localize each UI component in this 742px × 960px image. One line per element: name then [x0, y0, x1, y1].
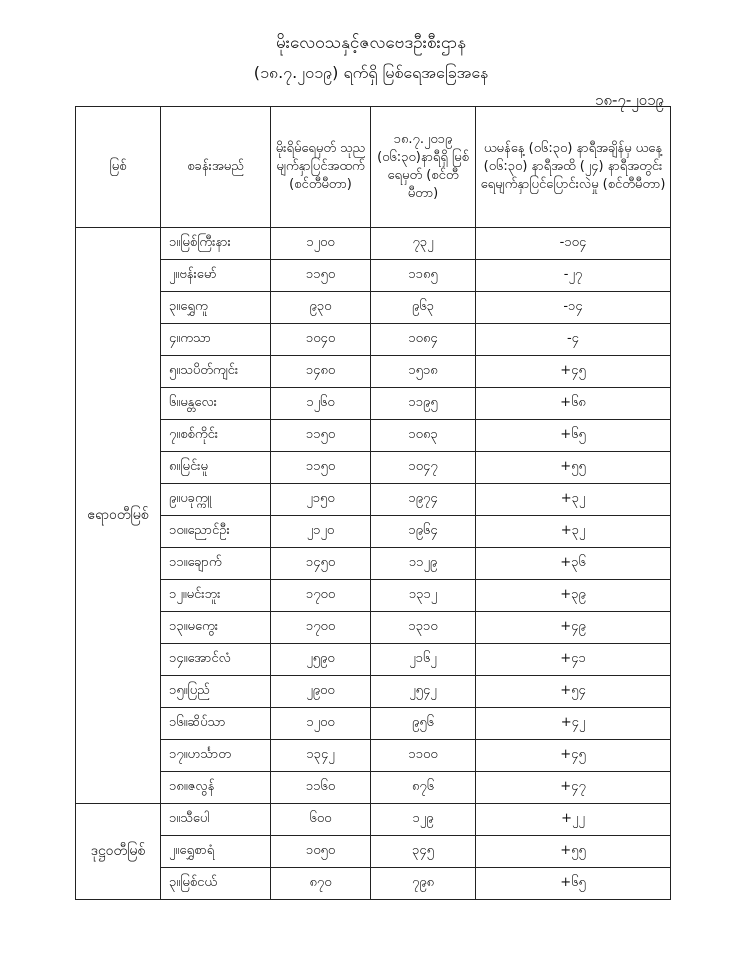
change-cell: +၆၅	[476, 868, 671, 900]
report-date: ၁၈-၇-၂၀၁၉	[595, 91, 664, 109]
table-row	[76, 804, 671, 836]
danger-level-cell: ၂၉၀၀	[271, 676, 371, 708]
table-row	[76, 740, 671, 772]
water-level-cell: ၃၄၅	[371, 836, 476, 868]
danger-level-cell: ၁၄၈၀	[271, 356, 371, 388]
header-change: ယမန်နေ့ (၀၆:၃၀) နာရီအချိန်မှ ယနေ့ (၀၆:၃၀) နာရီအထိ (၂၄) နာရီအတွင်း ရေမျက်နှာပြင်ပြောင်းလဲမှု (စင်တီမီတာ)	[476, 107, 671, 228]
table-row	[76, 292, 671, 324]
change-cell: +၄၅	[476, 356, 671, 388]
danger-level-cell: ၁၀၅၀	[271, 836, 371, 868]
water-level-cell: ၁၁၂၉	[371, 548, 476, 580]
water-level-cell: ၂၅၄၂	[371, 676, 476, 708]
water-level-cell: ၁၅၁၈	[371, 356, 476, 388]
table-row	[76, 868, 671, 900]
station-cell: ၁၁။ချောက်	[161, 548, 271, 580]
change-cell: +၆၅	[476, 420, 671, 452]
water-level-cell: ၇၃၂	[371, 228, 476, 260]
change-cell: +၂၂	[476, 804, 671, 836]
table-row	[76, 580, 671, 612]
station-cell: ၁၈။ဇလွန်	[161, 772, 271, 804]
station-cell: ၁၇။ဟင်္သာတ	[161, 740, 271, 772]
danger-level-cell: ၁၂၀၀	[271, 228, 371, 260]
header-danger-level: မိုးရိမ်ရေမှတ် သုညမျက်နှာပြင်အထက် (စင်တီမီတာ)	[271, 107, 371, 228]
change-cell: +၄၇	[476, 772, 671, 804]
station-cell: ၁။သီပေါ	[161, 804, 271, 836]
change-cell: +၅၅	[476, 452, 671, 484]
change-cell: +၃၂	[476, 516, 671, 548]
water-level-cell: ၁၉၇၄	[371, 484, 476, 516]
station-cell: ၆။မန္တလေး	[161, 388, 271, 420]
change-cell: -၄	[476, 324, 671, 356]
change-cell: +၃၂	[476, 484, 671, 516]
station-cell: ၁၂။မင်းဘူး	[161, 580, 271, 612]
water-level-cell: ၁၁၀၀	[371, 740, 476, 772]
danger-level-cell: ၁၁၅၀	[271, 452, 371, 484]
danger-level-cell: ၆၀၀	[271, 804, 371, 836]
change-cell: +၆၈	[476, 388, 671, 420]
station-cell: ၁။မြစ်ကြီးနား	[161, 228, 271, 260]
water-level-cell: ၁၂၉	[371, 804, 476, 836]
table-row	[76, 228, 671, 260]
station-cell: ၅။သပိတ်ကျင်း	[161, 356, 271, 388]
water-level-cell: ၁၉၆၄	[371, 516, 476, 548]
water-level-cell: ၈၇၆	[371, 772, 476, 804]
header-station: စခန်းအမည်	[161, 107, 271, 228]
danger-level-cell: ၂၅၉၀	[271, 644, 371, 676]
station-cell: ၇။စစ်ကိုင်း	[161, 420, 271, 452]
page-title: မိုးလေဝသနှင့်ဇလဗေဒဦးစီးဌာန	[275, 33, 467, 53]
table-row	[76, 420, 671, 452]
station-cell: ၃။မြစ်ငယ်	[161, 868, 271, 900]
page-subtitle: (၁၈.၇.၂၀၁၉) ရက်ရှိ မြစ်ရေအခြေအနေ	[253, 63, 489, 82]
change-cell: +၄၅	[476, 740, 671, 772]
danger-level-cell: ၁၀၄၀	[271, 324, 371, 356]
change-cell: +၄၉	[476, 612, 671, 644]
danger-level-cell: ၁၄၅၀	[271, 548, 371, 580]
change-cell: +၄၁	[476, 644, 671, 676]
table-row	[76, 356, 671, 388]
change-cell: +၅၄	[476, 676, 671, 708]
change-cell: -၂၇	[476, 260, 671, 292]
table-row	[76, 548, 671, 580]
station-cell: ၈။မြင်းမူ	[161, 452, 271, 484]
change-cell: +၅၅	[476, 836, 671, 868]
table-row	[76, 516, 671, 548]
station-cell: ၁၆။ဆိပ်သာ	[161, 708, 271, 740]
table-row	[76, 836, 671, 868]
table-row	[76, 612, 671, 644]
station-cell: ၂။ရွှေစာရံ	[161, 836, 271, 868]
water-level-cell: ၉၆၃	[371, 292, 476, 324]
table-row	[76, 452, 671, 484]
table-row	[76, 388, 671, 420]
danger-level-cell: ၁၃၄၂	[271, 740, 371, 772]
water-level-cell: ၇၉၈	[371, 868, 476, 900]
table-row	[76, 484, 671, 516]
water-level-cell: ၁၀၄၇	[371, 452, 476, 484]
station-cell: ၂။ဗန်းမော်	[161, 260, 271, 292]
danger-level-cell: ၁၁၅၀	[271, 260, 371, 292]
change-cell: +၃၉	[476, 580, 671, 612]
danger-level-cell: ၁၇၀၀	[271, 580, 371, 612]
water-level-cell: ၂၁၆၂	[371, 644, 476, 676]
header-water-level: ၁၈.၇.၂၀၁၉ (၀၆:၃၀)နာရီရှိ မြစ်ရေမှတ် (စင်တီမီတာ)	[371, 107, 476, 228]
water-level-cell: ၁၁၉၅	[371, 388, 476, 420]
header-river: မြစ်	[76, 107, 161, 228]
danger-level-cell: ၁၁၆၀	[271, 772, 371, 804]
danger-level-cell: ၁၂၀၀	[271, 708, 371, 740]
river-name-cell: ဒုဋ္ဌဝတီမြစ်	[76, 804, 161, 900]
station-cell: ၄။ကသာ	[161, 324, 271, 356]
water-level-cell: ၉၅၆	[371, 708, 476, 740]
danger-level-cell: ၂၁၂၀	[271, 516, 371, 548]
water-level-cell: ၁၀၈၄	[371, 324, 476, 356]
table-row	[76, 324, 671, 356]
danger-level-cell: ၉၃၀	[271, 292, 371, 324]
water-level-cell: ၁၁၈၅	[371, 260, 476, 292]
change-cell: -၁၀၄	[476, 228, 671, 260]
danger-level-cell: ၂၁၅၀	[271, 484, 371, 516]
station-cell: ၁၀။ညောင်ဦး	[161, 516, 271, 548]
river-name-cell: ဧရာဝတီမြစ်	[76, 228, 161, 804]
table-body	[76, 228, 671, 900]
table-row	[76, 772, 671, 804]
water-level-cell: ၁၀၈၃	[371, 420, 476, 452]
water-level-cell: ၁၃၁၂	[371, 580, 476, 612]
danger-level-cell: ၈၇၀	[271, 868, 371, 900]
danger-level-cell: ၁၁၅၀	[271, 420, 371, 452]
table-row	[76, 260, 671, 292]
change-cell: +၄၂	[476, 708, 671, 740]
change-cell: +၃၆	[476, 548, 671, 580]
river-level-table	[75, 106, 671, 900]
change-cell: -၁၄	[476, 292, 671, 324]
danger-level-cell: ၁၂၆၀	[271, 388, 371, 420]
station-cell: ၉။ပခုက္ကူ	[161, 484, 271, 516]
station-cell: ၁၄။အောင်လံ	[161, 644, 271, 676]
table-header-row	[76, 107, 671, 228]
station-cell: ၃။ရွှေကူ	[161, 292, 271, 324]
station-cell: ၁၃။မကွေး	[161, 612, 271, 644]
station-cell: ၁၅။ပြည်	[161, 676, 271, 708]
danger-level-cell: ၁၇၀၀	[271, 612, 371, 644]
table-row	[76, 644, 671, 676]
table-row	[76, 676, 671, 708]
water-level-cell: ၁၃၁၀	[371, 612, 476, 644]
table-row	[76, 708, 671, 740]
